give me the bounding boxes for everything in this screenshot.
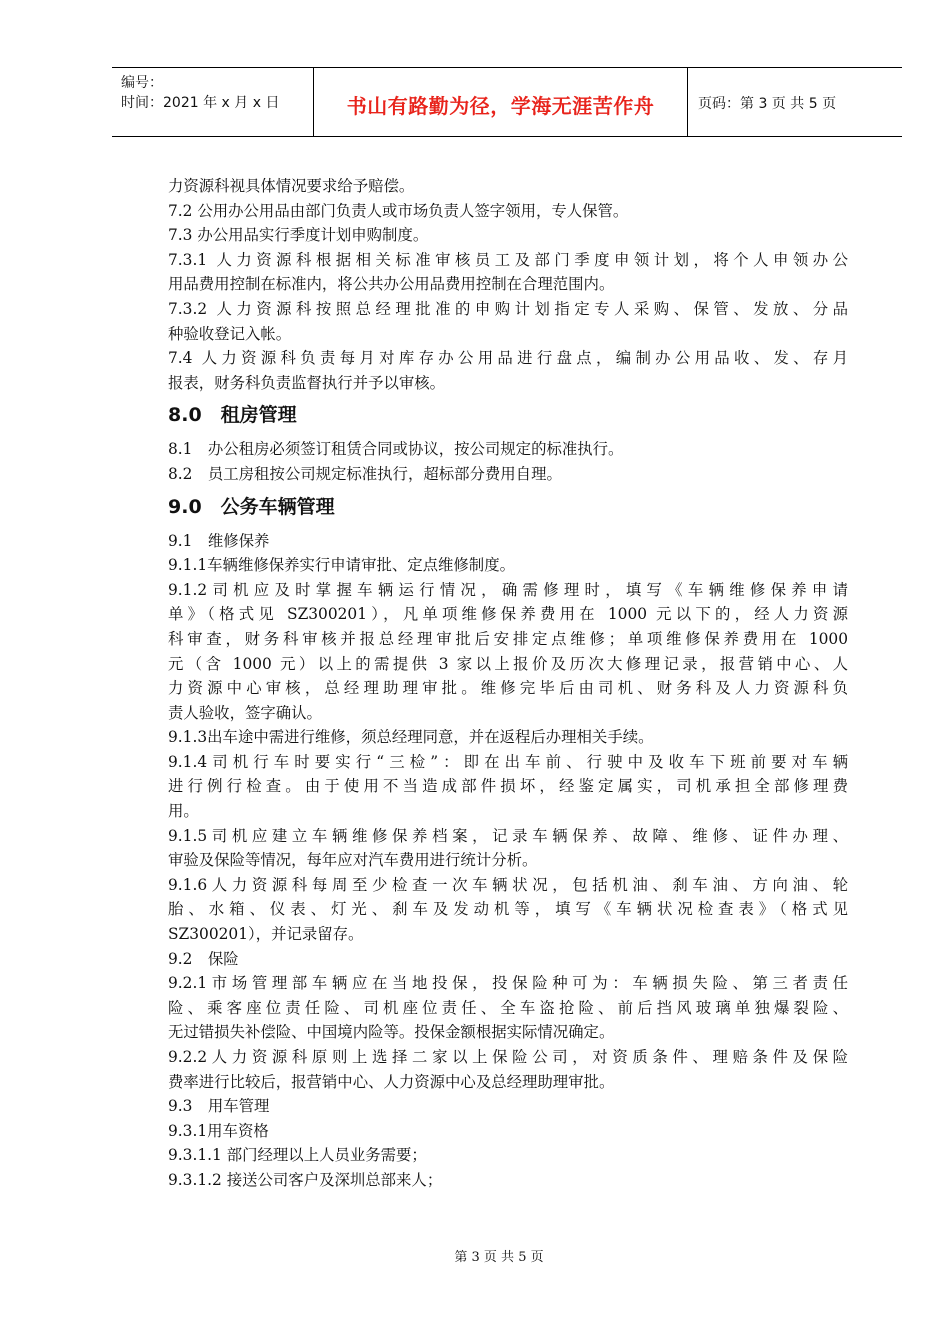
body-line: 审验及保险等情况，每年应对汽车费用进行统计分析。	[168, 851, 538, 870]
body-line: 险、乘客座位责任险、司机座位责任、全车盗抢险、前后挡风玻璃单独爆裂险、	[168, 998, 848, 1017]
body-line: 9.2 保险	[168, 949, 239, 968]
body-line: 7.4 人力资源科负责每月对库存办公用品进行盘点，编制办公用品收、发、存月	[168, 349, 848, 368]
body-line: 9.2.2人力资源科原则上选择二家以上保险公司，对资质条件、理赔条件及保险	[168, 1048, 848, 1066]
body-line: 无过错损失补偿险、中国境内险等。投保金额根据实际情况确定。	[168, 1023, 615, 1042]
body-line: 科审查，财务科审核并报总经理审批后安排定点维修；单项维修保养费用在 1000	[168, 629, 848, 648]
body-line: 9.1 维修保养	[168, 531, 270, 550]
body-line: 8.1 办公租房必须签订租赁合同或协议，按公司规定的标准执行。	[168, 440, 624, 459]
body-line: SZ300201），并记录留存。	[168, 925, 364, 944]
body-line: 报表，财务科负责监督执行并予以审核。	[168, 373, 446, 392]
header-motto-cell	[314, 68, 688, 136]
body-line: 9.3 用车管理	[168, 1097, 270, 1116]
body-line: 种验收登记入帐。	[168, 324, 292, 343]
section-heading-9: 9.0 公务车辆管理	[168, 495, 335, 518]
document-number-label: 编号：	[121, 75, 163, 91]
section-heading-8: 8.0 租房管理	[168, 404, 297, 427]
body-line: 7.3 办公用品实行季度计划申购制度。	[168, 226, 429, 245]
body-line: 9.1.4司机行车时要实行“三检”：即在出车前、行驶中及收车下班前要对车辆	[168, 752, 848, 771]
page-header	[112, 67, 902, 137]
body-line: 9.3.1.2 接送公司客户及深圳总部来人；	[168, 1170, 443, 1189]
page-footer: 第 3 页 共 5 页	[454, 1250, 544, 1265]
header-motto: 书山有路勤为径，学海无涯苦作舟	[346, 93, 655, 118]
body-line: 力资源科视具体情况要求给予赔偿。	[168, 177, 415, 195]
body-line: 9.1.3出车途中需进行维修，须总经理同意，并在返程后办理相关手续。	[168, 728, 654, 747]
document-body	[168, 174, 848, 1193]
body-line: 8.2 员工房租按公司规定标准执行，超标部分费用自理。	[168, 464, 562, 483]
header-page-number: 页码：第 3 页 共 5 页	[698, 96, 837, 112]
body-line: 9.3.1用车资格	[168, 1121, 269, 1140]
body-line: 责人验收，签字确认。	[168, 703, 322, 722]
body-line: 9.1.6人力资源科每周至少检查一次车辆状况，包括机油、刹车油、方向油、轮	[168, 875, 848, 894]
document-date-label: 时间：2021 年 x 月 x 日	[121, 95, 280, 111]
body-line: 9.2.1市场管理部车辆应在当地投保，投保险种可为：车辆损失险、第三者责任	[168, 974, 848, 993]
body-line: 7.3.1 人力资源科根据相关标准审核员工及部门季度申领计划，将个人申领办公	[168, 250, 848, 269]
header-meta	[112, 68, 314, 136]
body-line: 胎、水箱、仪表、灯光、刹车及发动机等，填写《车辆状况检查表》（格式见	[168, 900, 848, 919]
body-line: 9.1.1车辆维修保养实行申请审批、定点维修制度。	[168, 556, 515, 575]
header-page-cell	[688, 68, 902, 136]
body-line: 9.3.1.1 部门经理以上人员业务需要；	[168, 1146, 427, 1165]
body-line: 7.2 公用办公用品由部门负责人或市场负责人签字领用，专人保管。	[168, 201, 629, 220]
body-line: 9.1.5司机应建立车辆维修保养档案，记录车辆保养、故障、维修、证件办理、	[168, 826, 848, 845]
body-line: 费率进行比较后，报营销中心、人力资源中心及总经理助理审批。	[168, 1072, 615, 1091]
body-line: 元（含 1000 元）以上的需提供 3 家以上报价及历次大修理记录，报营销中心、人	[168, 654, 848, 673]
body-line: 进行例行检查。由于使用不当造成部件损坏，经鉴定属实，司机承担全部修理费	[168, 777, 848, 796]
body-line: 力资源中心审核，总经理助理审批。维修完毕后由司机、财务科及人力资源科负	[168, 679, 848, 698]
body-line: 单》（格式见 SZ300201），凡单项维修保养费用在 1000 元以下的，经人力资源	[168, 605, 848, 624]
body-line: 用。	[168, 802, 199, 821]
body-line: 用品费用控制在标准内，将公共办公用品费用控制在合理范围内。	[168, 275, 615, 294]
body-line: 9.1.2司机应及时掌握车辆运行情况，确需修理时，填写《车辆维修保养申请	[168, 580, 848, 599]
body-line: 7.3.2 人力资源科按照总经理批准的申购计划指定专人采购、保管、发放、分品	[168, 299, 848, 318]
